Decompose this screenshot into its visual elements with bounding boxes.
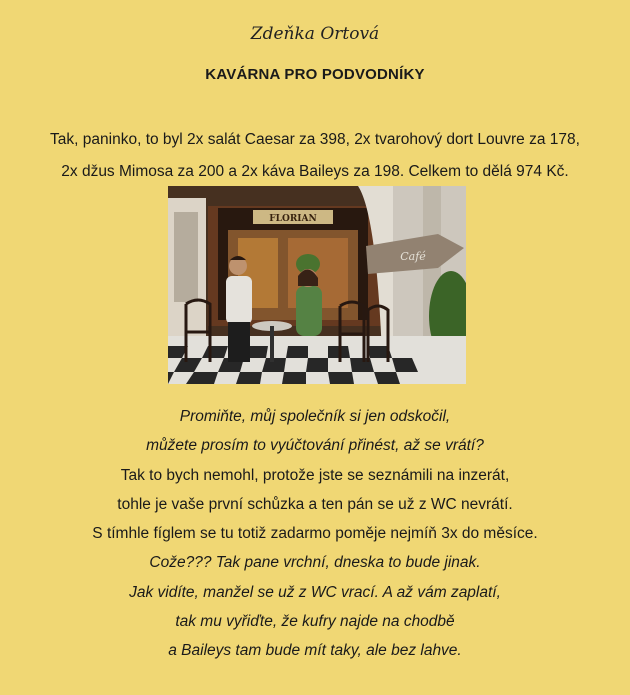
author-name: Zdeňka Ortová (250, 24, 380, 44)
florian-sign-text: FLORIAN (269, 214, 317, 224)
poem-line: Promiňte, můj společník si jen odskočil, (179, 408, 451, 425)
intro-line: Tak, paninko, to byl 2x salát Caesar za 398, 2x tvarohový dort Louvre za 178, (50, 131, 580, 148)
poem-line: tohle je vaše první schůzka a ten pán se už z WC nevrátí. (117, 495, 513, 513)
cafe-illustration (168, 186, 466, 384)
intro-line: 2x džus Mimosa za 200 a 2x káva Baileys za 198. Celkem to dělá 974 Kč. (61, 163, 569, 180)
poem-line: můžete prosím to vyúčtování přinést, až se vrátí? (146, 437, 484, 455)
poem-line: S tímhle fíglem se tu totiž zadarmo poměje nejmíň 3x do měsíce. (92, 525, 538, 543)
intro-paragraph (10, 124, 620, 188)
article-title: KAVÁRNA PRO PODVODNÍKY (205, 66, 425, 83)
poem-block (0, 402, 630, 666)
poem-line: Jak vidíte, manžel se už z WC vrací. A až vám zaplatí, (129, 583, 501, 601)
poem-line: tak mu vyřiďte, že kufry najde na chodbě (175, 613, 455, 631)
poem-line: a Baileys tam bude mít taky, ale bez lahve. (168, 642, 462, 660)
cafe-arrow-sign-text: Café (400, 250, 426, 263)
poem-line: Cože??? Tak pane vrchní, dneska to bude jinak. (149, 554, 481, 572)
cafe-photo (168, 186, 466, 384)
poem-line: Tak to bych nemohl, protože jste se seznámili na inzerát, (120, 466, 510, 484)
